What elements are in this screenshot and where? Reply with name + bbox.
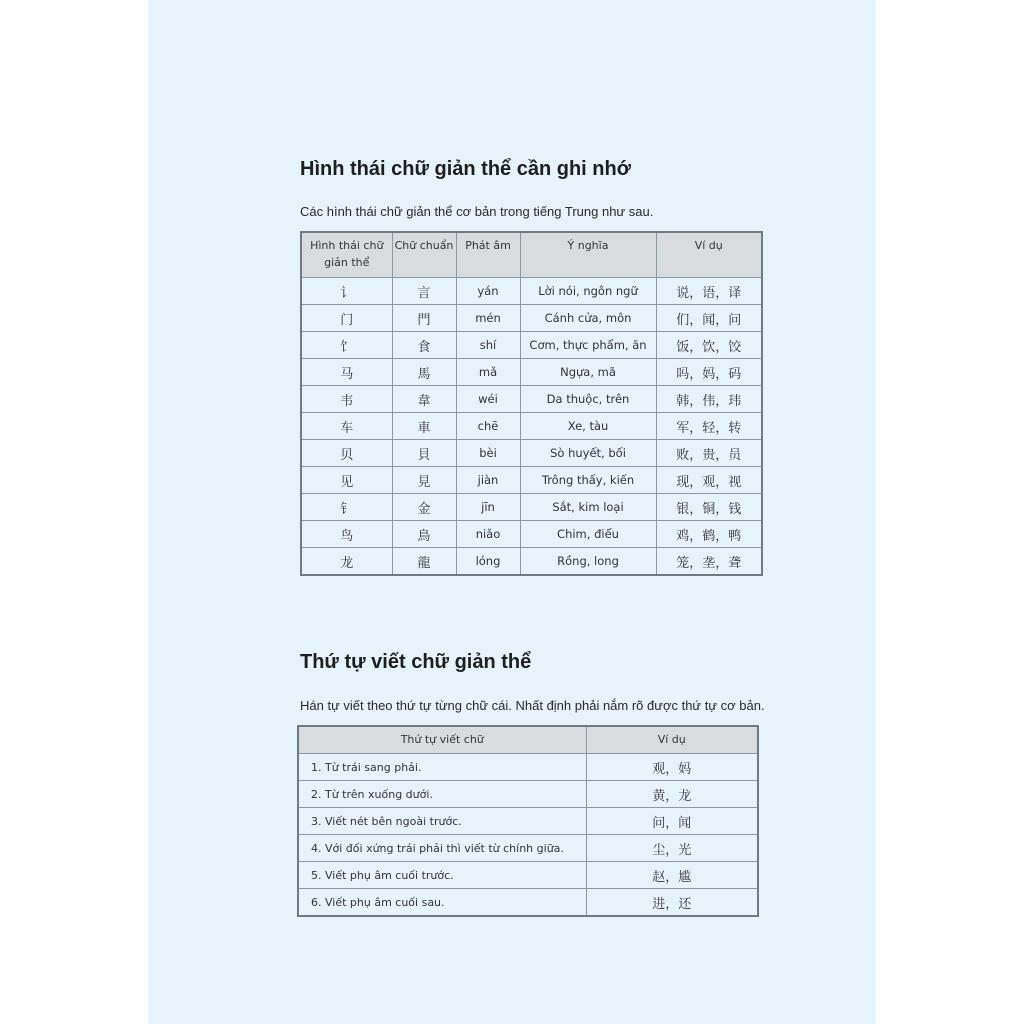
- table-header-row: [301, 232, 762, 278]
- section1-title: Hình thái chữ giản thể cần ghi nhớ: [300, 158, 631, 180]
- header-example: Ví dụ: [586, 726, 758, 754]
- pinyin-cell: lóng: [456, 548, 520, 576]
- meaning-cell: Trông thấy, kiến: [520, 467, 656, 494]
- table-row: [298, 862, 758, 889]
- example-cell: 赵，尴: [586, 862, 758, 889]
- stroke-rule-cell: 4. Với đối xứng trái phải thì viết từ chính giữa.: [298, 835, 586, 862]
- simplified-form-cell: 饣: [301, 332, 392, 359]
- meaning-cell: Sò huyết, bối: [520, 440, 656, 467]
- table-row: [301, 332, 762, 359]
- stroke-rule-cell: 3. Viết nét bên ngoài trước.: [298, 808, 586, 835]
- meaning-cell: Lời nói, ngôn ngữ: [520, 278, 656, 305]
- example-cell: 鸡，鹤，鸭: [656, 521, 762, 548]
- header-stroke-order: Thứ tự viết chữ: [298, 726, 586, 754]
- example-cell: 吗，妈，码: [656, 359, 762, 386]
- meaning-cell: Ngựa, mã: [520, 359, 656, 386]
- simplified-form-cell: 鸟: [301, 521, 392, 548]
- header-pronunciation: Phát âm: [456, 232, 520, 278]
- section2-intro: Hán tự viết theo thứ tự từng chữ cái. Nhất định phải nắm rõ được thứ tự cơ bản.: [300, 698, 765, 713]
- meaning-cell: Chim, điểu: [520, 521, 656, 548]
- stroke-rule-cell: 2. Từ trên xuống dưới.: [298, 781, 586, 808]
- header-example: Ví dụ: [656, 232, 762, 278]
- example-cell: 笼，垄，聋: [656, 548, 762, 576]
- simplified-form-cell: 贝: [301, 440, 392, 467]
- table-row: [298, 781, 758, 808]
- standard-form-cell: 馬: [392, 359, 456, 386]
- simplified-form-cell: 马: [301, 359, 392, 386]
- example-cell: 说，语，译: [656, 278, 762, 305]
- simplified-form-cell: 讠: [301, 278, 392, 305]
- example-cell: 尘，光: [586, 835, 758, 862]
- standard-form-cell: 金: [392, 494, 456, 521]
- standard-form-cell: 鳥: [392, 521, 456, 548]
- meaning-cell: Cơm, thực phẩm, ăn: [520, 332, 656, 359]
- header-meaning: Ý nghĩa: [520, 232, 656, 278]
- stroke-rule-cell: 5. Viết phụ âm cuối trước.: [298, 862, 586, 889]
- table-row: [298, 889, 758, 917]
- stroke-rule-cell: 6. Viết phụ âm cuối sau.: [298, 889, 586, 917]
- simplified-form-cell: 车: [301, 413, 392, 440]
- meaning-cell: Sắt, kim loại: [520, 494, 656, 521]
- table-row: [298, 808, 758, 835]
- pinyin-cell: chē: [456, 413, 520, 440]
- table-row: [301, 386, 762, 413]
- meaning-cell: Cánh cửa, môn: [520, 305, 656, 332]
- example-cell: 银，铜，钱: [656, 494, 762, 521]
- standard-form-cell: 韋: [392, 386, 456, 413]
- pinyin-cell: jīn: [456, 494, 520, 521]
- table-row: [301, 521, 762, 548]
- table-row: [301, 548, 762, 576]
- stroke-order-table: [297, 725, 759, 917]
- example-cell: 韩，伟，玮: [656, 386, 762, 413]
- meaning-cell: Da thuộc, trên: [520, 386, 656, 413]
- pinyin-cell: bèi: [456, 440, 520, 467]
- meaning-cell: Xe, tàu: [520, 413, 656, 440]
- stroke-rule-cell: 1. Từ trái sang phải.: [298, 754, 586, 781]
- simplified-form-cell: 龙: [301, 548, 392, 576]
- simplified-form-cell: 韦: [301, 386, 392, 413]
- table-header-row: [298, 726, 758, 754]
- example-cell: 进，还: [586, 889, 758, 917]
- table-row: [298, 754, 758, 781]
- standard-form-cell: 貝: [392, 440, 456, 467]
- example-cell: 观，妈: [586, 754, 758, 781]
- simplified-forms-table: [300, 231, 763, 576]
- simplified-form-cell: 钅: [301, 494, 392, 521]
- standard-form-cell: 龍: [392, 548, 456, 576]
- header-standard: Chữ chuẩn: [392, 232, 456, 278]
- meaning-cell: Rồng, long: [520, 548, 656, 576]
- section2-title: Thứ tự viết chữ giản thể: [300, 651, 532, 673]
- table-row: [301, 278, 762, 305]
- pinyin-cell: wéi: [456, 386, 520, 413]
- simplified-form-cell: 门: [301, 305, 392, 332]
- page: [148, 0, 876, 1024]
- standard-form-cell: 食: [392, 332, 456, 359]
- pinyin-cell: niǎo: [456, 521, 520, 548]
- example-cell: 现，观，视: [656, 467, 762, 494]
- example-cell: 败，贵，员: [656, 440, 762, 467]
- example-cell: 黄，龙: [586, 781, 758, 808]
- standard-form-cell: 言: [392, 278, 456, 305]
- table-row: [301, 440, 762, 467]
- header-form: Hình thái chữ giản thể: [301, 232, 392, 278]
- example-cell: 们，闻，问: [656, 305, 762, 332]
- table-row: [298, 835, 758, 862]
- pinyin-cell: yán: [456, 278, 520, 305]
- example-cell: 军，轻，转: [656, 413, 762, 440]
- pinyin-cell: mén: [456, 305, 520, 332]
- pinyin-cell: mǎ: [456, 359, 520, 386]
- example-cell: 饭，饮，饺: [656, 332, 762, 359]
- standard-form-cell: 車: [392, 413, 456, 440]
- table-row: [301, 413, 762, 440]
- table-row: [301, 305, 762, 332]
- standard-form-cell: 見: [392, 467, 456, 494]
- table-row: [301, 494, 762, 521]
- table-row: [301, 359, 762, 386]
- pinyin-cell: shí: [456, 332, 520, 359]
- section1-intro: Các hình thái chữ giản thể cơ bản trong tiếng Trung như sau.: [300, 204, 654, 219]
- standard-form-cell: 門: [392, 305, 456, 332]
- simplified-form-cell: 见: [301, 467, 392, 494]
- example-cell: 问，闻: [586, 808, 758, 835]
- pinyin-cell: jiàn: [456, 467, 520, 494]
- table-row: [301, 467, 762, 494]
